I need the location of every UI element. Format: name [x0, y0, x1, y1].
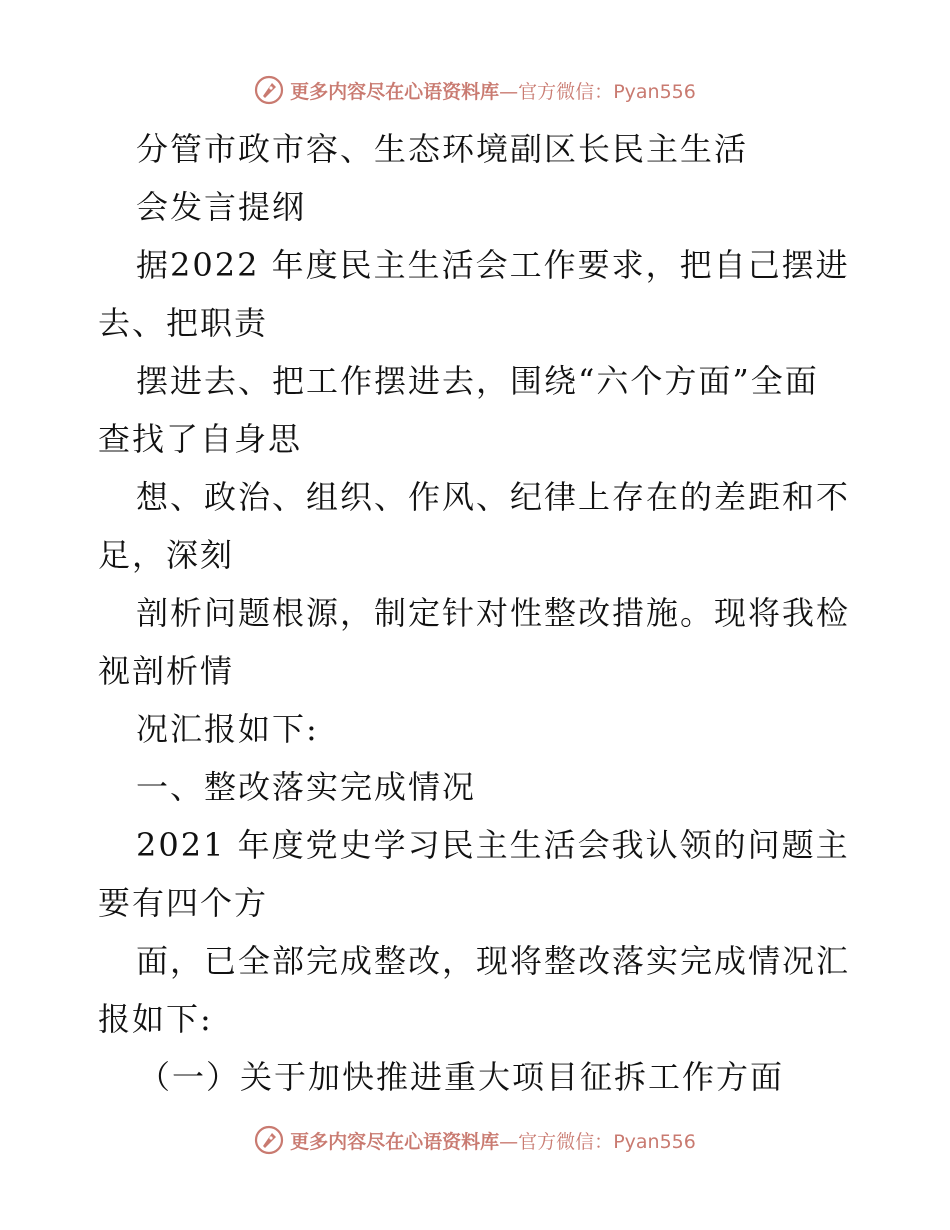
paragraph-line: 况汇报如下:	[136, 710, 319, 748]
paragraph-line: 据2022 年度民主生活会工作要求，把自己摆进	[136, 246, 850, 284]
paragraph-line: 要有四个方	[98, 884, 269, 922]
subsection-heading: （一）关于加快推进重大项目征拆工作方面	[138, 1058, 785, 1096]
paragraph-line: 摆进去、把工作摆进去，围绕“六个方面”全面	[136, 362, 819, 400]
paragraph-line: 剖析问题根源，制定针对性整改措施。现将我检	[136, 594, 851, 632]
paragraph-line: 查找了自身思	[98, 420, 303, 458]
pen-nib-logo-icon	[254, 75, 284, 105]
title-line-2: 会发言提纲	[136, 188, 307, 226]
watermark-text: 更多内容尽在心语资料库—官方微信：Pyan556	[290, 1130, 696, 1153]
paragraph-line: 足，深刻	[98, 536, 235, 574]
title-line-1: 分管市政市容、生态环境副区长民主生活	[136, 130, 749, 168]
document-body	[98, 120, 858, 1106]
watermark-text: 更多内容尽在心语资料库—官方微信：Pyan556	[290, 80, 696, 103]
paragraph-line: 去、把职责	[98, 304, 269, 342]
watermark-header	[0, 72, 950, 108]
pen-nib-logo-icon	[254, 1125, 284, 1155]
section-heading: 一、整改落实完成情况	[136, 768, 477, 806]
paragraph-line: 视剖析情	[98, 652, 235, 690]
paragraph-line: 面，已全部完成整改，现将整改落实完成情况汇	[136, 942, 851, 980]
watermark-footer	[0, 1122, 950, 1158]
paragraph-line: 想、政治、组织、作风、纪律上存在的差距和不	[136, 478, 851, 516]
paragraph-line: 报如下:	[98, 1000, 213, 1038]
paragraph-line: 2021 年度党史学习民主生活会我认领的问题主	[136, 826, 850, 864]
